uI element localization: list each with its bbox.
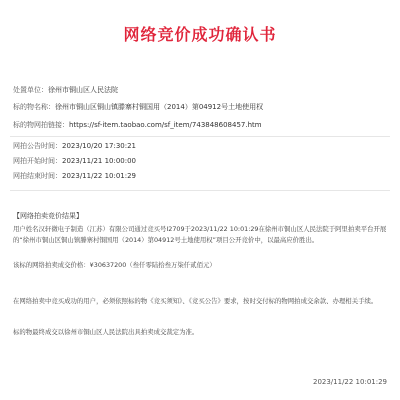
notice-paragraph-2: 标的物最终成交以徐州市铜山区人民法院出具拍卖成交裁定为准。 [13, 328, 199, 336]
item-link[interactable]: https://sf-item.taobao.com/sf_item/743848608457.htm [69, 121, 262, 129]
result-paragraph: 用户姓名汉轩微电子制造（江苏）有限公司通过竞买号I2709于2023/11/22 10:01:29在徐州市铜山区人民法院于阿里拍卖平台开展的“徐州市铜山区铜山镇滕寨村铜国用（2014）第04912号土地使用权”项目公开竞价中，以最高应价胜出。 [13, 225, 387, 244]
document-title: 网络竞价成功确认书 [123, 25, 277, 44]
disposal-unit-value: 徐州市铜山区人民法院 [48, 86, 118, 94]
price-line: 该标的网络拍卖成交价格：¥30637200（叁仟零陆拾叁万柒仟贰佰元） [13, 261, 216, 269]
disposal-unit-row [13, 86, 118, 95]
item-name-row [13, 103, 263, 112]
item-link-row [13, 121, 262, 130]
notice-paragraph-1: 在网络拍卖中竞买成功的用户，必须依照标的物《竞买须知》、《竞买公告》要求，按时交付标的物网拍成交余款、办理相关手续。 [13, 297, 378, 305]
item-name-value: 徐州市铜山区铜山镇滕寨村铜国用（2014）第04912号土地使用权 [55, 103, 264, 111]
announcement-time-value: 2023/10/20 17:30:21 [62, 142, 137, 150]
item-name-label: 标的物名称： [13, 103, 55, 111]
start-time-row [13, 157, 136, 166]
start-time-value: 2023/11/21 10:00:00 [62, 157, 137, 165]
end-time-value: 2023/11/22 10:01:29 [62, 172, 137, 180]
end-time-label: 网拍结束时间： [13, 172, 62, 180]
item-link-label: 标的物网拍链接： [13, 121, 69, 129]
divider [10, 136, 390, 137]
start-time-label: 网拍开始时间： [13, 157, 62, 165]
announcement-time-row [13, 142, 136, 151]
footer-date: 2023/11/22 10:01:29 [312, 378, 387, 386]
end-time-row [13, 172, 136, 181]
disposal-unit-label: 处置单位： [13, 86, 48, 94]
announcement-time-label: 网拍公告时间： [13, 142, 62, 150]
divider [10, 190, 390, 191]
result-heading: 【网络拍卖竞价结果】 [13, 212, 83, 220]
